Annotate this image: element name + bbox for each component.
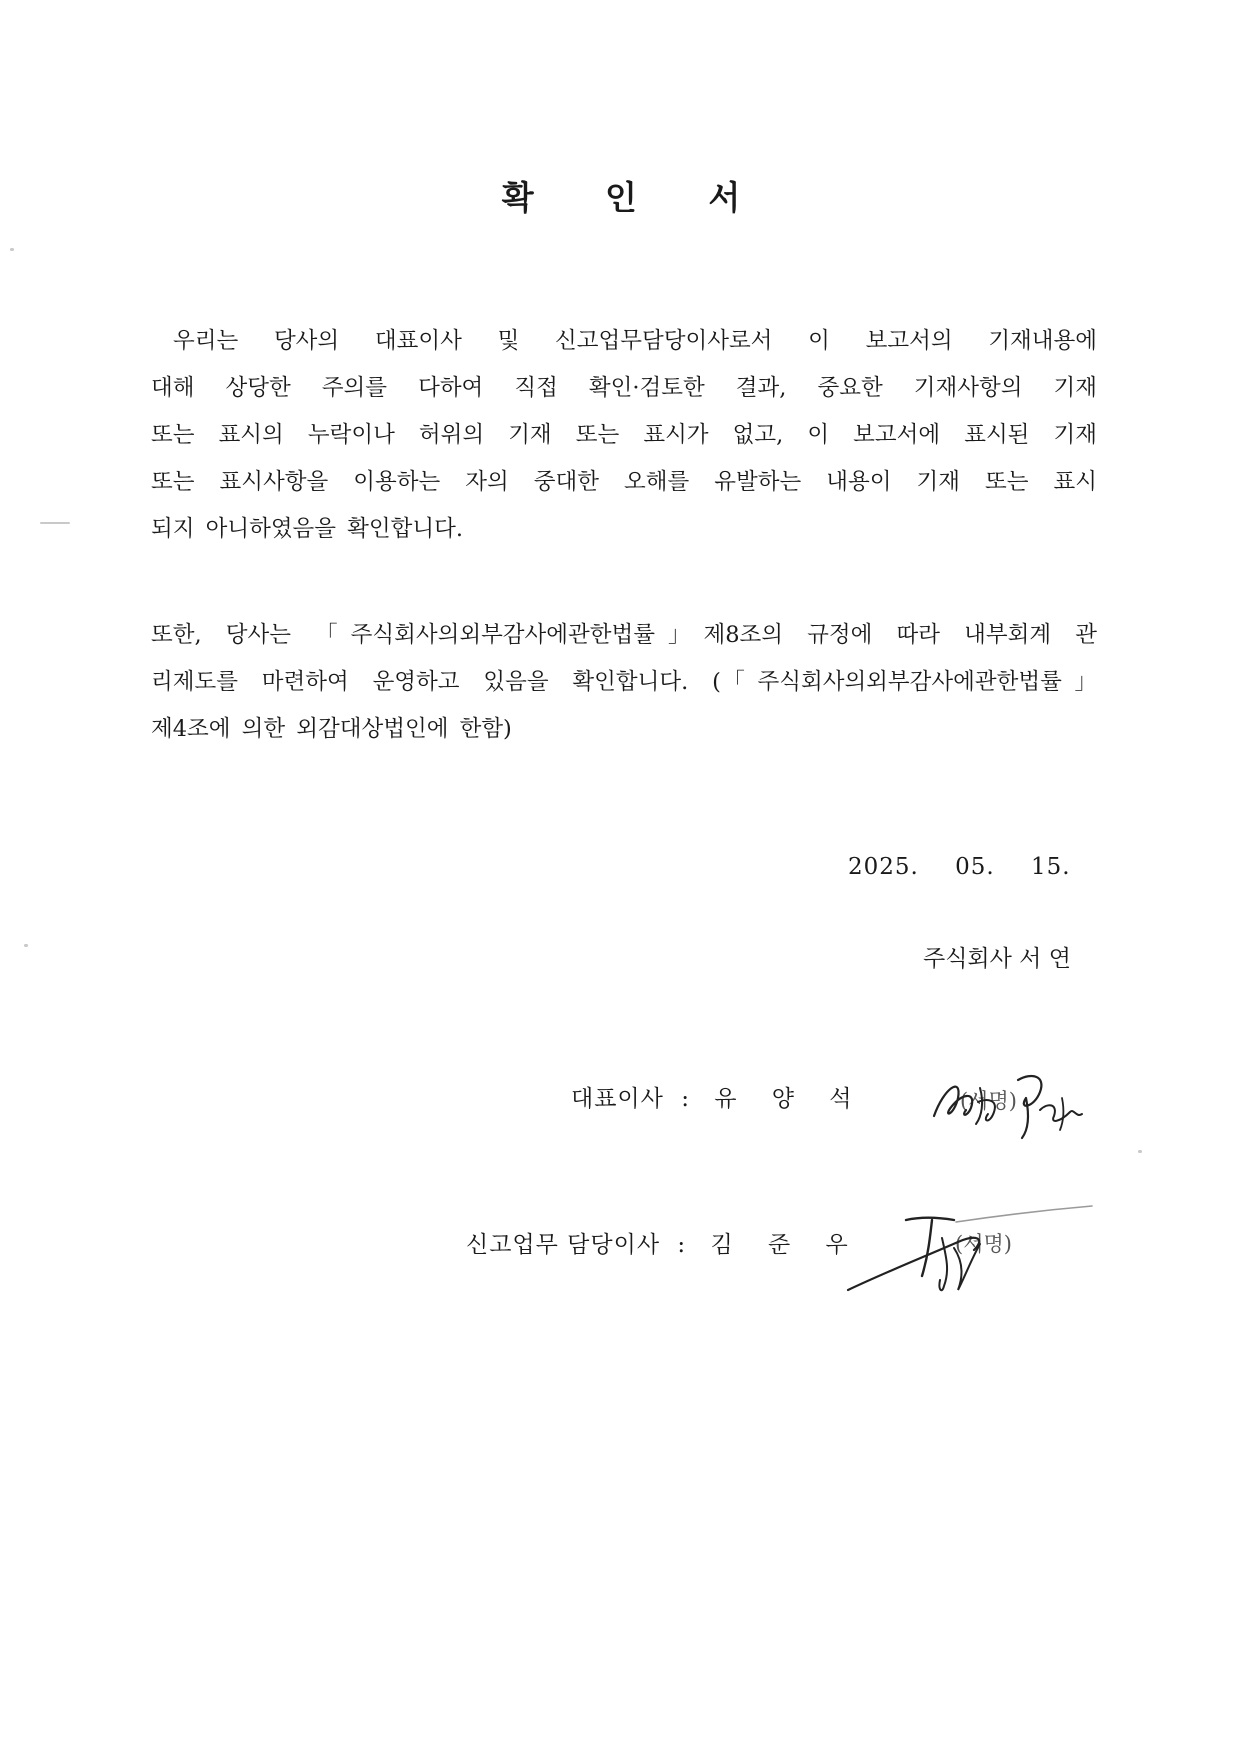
company-name: 주식회사 서 연 xyxy=(923,946,1071,972)
paragraph-line: 리제도를 마련하여 운영하고 있음을 확인합니다. (「주식회사의외부감사에관한법률」 xyxy=(151,669,1097,695)
scan-speck xyxy=(10,248,14,251)
paragraph-line: 우리는 당사의 대표이사 및 신고업무담당이사로서 이 보고서의 기재내용에 xyxy=(173,328,1097,354)
officer-sign-mark: (서명) xyxy=(955,1232,1012,1256)
officer-role-label: 신고업무 담당이사 xyxy=(466,1232,661,1258)
officer-name: 김 준 우 xyxy=(710,1232,862,1258)
scan-speck xyxy=(1138,1150,1142,1153)
internal-control-paragraph xyxy=(151,612,1097,753)
paragraph-line: 대해 상당한 주의를 다하여 직접 확인·검토한 결과, 중요한 기재사항의 기재 xyxy=(151,375,1097,401)
ceo-name: 유 양 석 xyxy=(714,1086,866,1112)
officer-signatory-row xyxy=(466,1226,862,1259)
ceo-signature xyxy=(922,1058,1092,1148)
confirmation-paragraph xyxy=(151,318,1097,553)
document-date: 2025. 05. 15. xyxy=(848,854,1071,880)
scan-speck xyxy=(40,522,70,524)
paragraph-line: 또는 표시사항을 이용하는 자의 중대한 오해를 유발하는 내용이 기재 또는 표시 xyxy=(151,469,1097,495)
officer-signature xyxy=(846,1198,1096,1308)
paragraph-line: 또한, 당사는 「주식회사의외부감사에관한법률」제8조의 규정에 따라 내부회계 관 xyxy=(151,622,1097,648)
ceo-role-label: 대표이사 xyxy=(571,1086,664,1112)
paragraph-line: 또는 표시의 누락이나 허위의 기재 또는 표시가 없고, 이 보고서에 표시된 기재 xyxy=(151,422,1097,448)
officer-colon: : xyxy=(677,1232,686,1258)
paragraph-line: 되지 아니하였음을 확인합니다. xyxy=(151,516,464,542)
ceo-colon: : xyxy=(681,1086,689,1112)
document-title: 확 인 서 xyxy=(501,178,771,217)
ceo-signatory-row xyxy=(571,1080,866,1113)
paragraph-line: 제4조에 의한 외감대상법인에 한함) xyxy=(151,716,512,742)
ceo-sign-mark: (서명) xyxy=(960,1089,1017,1113)
scan-speck xyxy=(24,944,28,947)
